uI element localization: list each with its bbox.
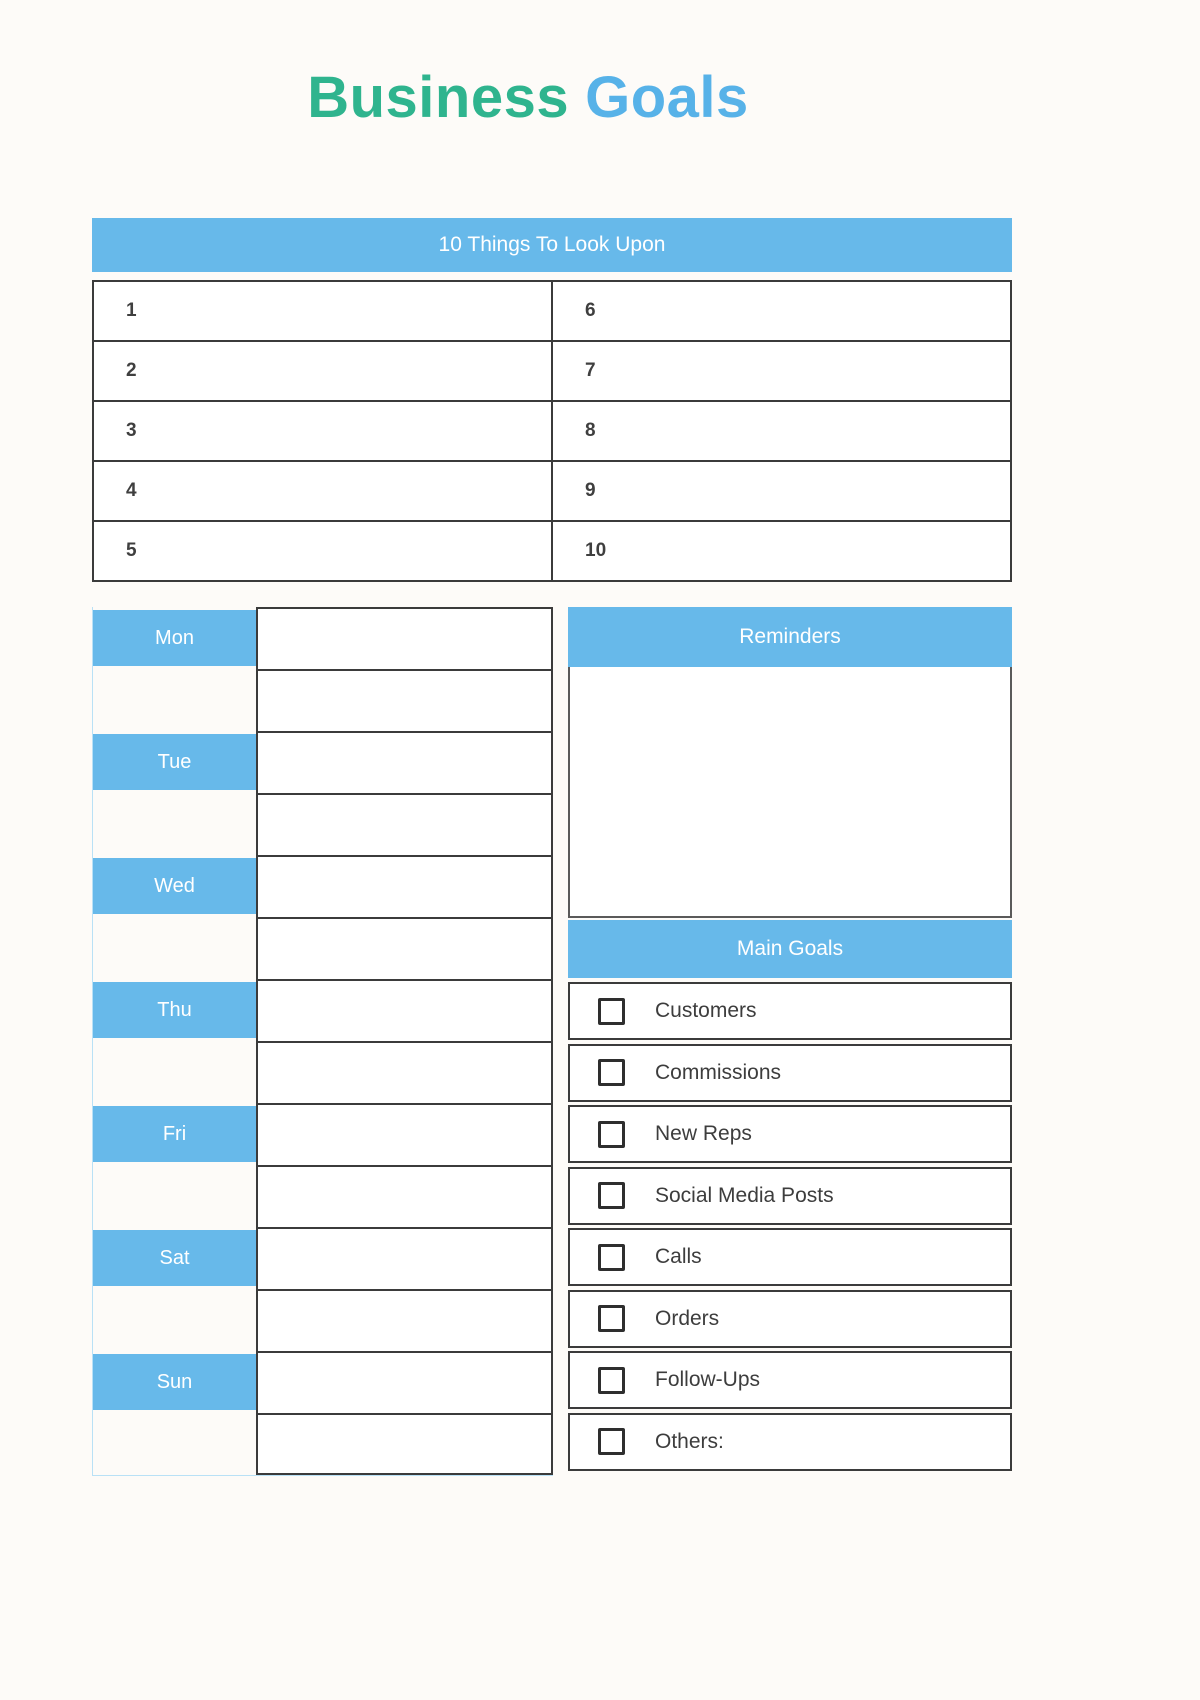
week-day-row [93, 1227, 553, 1289]
things-entry-line[interactable] [94, 400, 551, 460]
things-entry-line[interactable] [94, 280, 551, 340]
goal-label: Social Media Posts [655, 1183, 834, 1207]
week-spacer-row [93, 1413, 553, 1475]
week-entry-line[interactable] [256, 607, 553, 669]
week-spacer-row [93, 1165, 553, 1227]
day-label-cell-empty [93, 793, 256, 855]
reminders-header: Reminders [568, 607, 1012, 667]
things-entry-line[interactable] [553, 400, 1010, 460]
title-goals: Goals [585, 65, 749, 130]
week-entry-line[interactable] [256, 917, 553, 979]
week-entry-line[interactable] [256, 1351, 553, 1413]
day-label-cell [93, 731, 256, 793]
things-entry-line[interactable] [553, 520, 1010, 580]
things-table-body [92, 280, 1012, 582]
goal-row [568, 1044, 1012, 1102]
day-label-mon: Mon [93, 610, 256, 666]
goal-row [568, 1351, 1012, 1409]
week-day-row [93, 855, 553, 917]
goal-row [568, 1413, 1012, 1471]
day-label-sat: Sat [93, 1230, 256, 1286]
item-number: 4 [126, 480, 137, 501]
item-number: 2 [126, 360, 137, 381]
item-number: 10 [585, 540, 607, 561]
goal-label: Others: [655, 1429, 724, 1453]
week-entry-line[interactable] [256, 1227, 553, 1289]
week-entry-line[interactable] [256, 1103, 553, 1165]
goal-checkbox[interactable] [598, 1367, 625, 1394]
things-table-header: 10 Things To Look Upon [92, 218, 1012, 272]
week-entry-line[interactable] [256, 669, 553, 731]
main-goals-header: Main Goals [568, 920, 1012, 978]
weekly-planner [92, 607, 553, 1476]
goal-label: Commissions [655, 1060, 782, 1084]
day-label-fri: Fri [93, 1106, 256, 1162]
title-business: Business [307, 65, 570, 130]
things-entry-line[interactable] [553, 280, 1010, 340]
item-number: 8 [585, 420, 596, 441]
day-label-cell-empty [93, 917, 256, 979]
day-label-thu: Thu [93, 982, 256, 1038]
goal-checkbox[interactable] [598, 1182, 625, 1209]
main-goals-list [568, 982, 1012, 1471]
week-entry-line[interactable] [256, 793, 553, 855]
things-to-look-upon-table [92, 218, 1012, 582]
things-entry-line[interactable] [94, 520, 551, 580]
item-number: 3 [126, 420, 137, 441]
goal-row [568, 1228, 1012, 1286]
week-spacer-row [93, 1289, 553, 1351]
day-label-cell-empty [93, 1289, 256, 1351]
goal-label: Customers [655, 999, 757, 1022]
things-column-left [94, 280, 553, 580]
day-label-cell-empty [93, 669, 256, 731]
week-entry-line[interactable] [256, 979, 553, 1041]
goal-checkbox[interactable] [598, 1305, 625, 1332]
week-spacer-row [93, 1041, 553, 1103]
things-entry-line[interactable] [553, 460, 1010, 520]
item-number: 9 [585, 480, 596, 501]
day-label-cell [93, 855, 256, 917]
day-label-cell-empty [93, 1165, 256, 1227]
things-entry-line[interactable] [94, 460, 551, 520]
main-goals-section [568, 920, 1012, 1474]
week-entry-line[interactable] [256, 731, 553, 793]
item-number: 5 [126, 540, 137, 561]
day-label-cell-empty [93, 1413, 256, 1475]
week-entry-line[interactable] [256, 855, 553, 917]
week-entry-line[interactable] [256, 1289, 553, 1351]
things-column-right [553, 280, 1010, 580]
week-spacer-row [93, 669, 553, 731]
goal-row [568, 1167, 1012, 1225]
week-day-row [93, 731, 553, 793]
day-label-cell [93, 1227, 256, 1289]
week-spacer-row [93, 793, 553, 855]
things-entry-line[interactable] [94, 340, 551, 400]
goal-label: Calls [655, 1245, 702, 1268]
goal-checkbox[interactable] [598, 1244, 625, 1271]
week-day-row [93, 1103, 553, 1165]
item-number: 1 [126, 300, 137, 321]
goal-label: Follow-Ups [655, 1368, 761, 1391]
goal-label: Orders [655, 1306, 720, 1330]
goal-checkbox[interactable] [598, 998, 625, 1025]
week-day-row [93, 1351, 553, 1413]
day-label-cell [93, 607, 256, 669]
item-number: 6 [585, 300, 596, 321]
goal-checkbox[interactable] [598, 1059, 625, 1086]
week-spacer-row [93, 917, 553, 979]
goal-row [568, 1290, 1012, 1348]
day-label-sun: Sun [93, 1354, 256, 1410]
week-entry-line[interactable] [256, 1413, 553, 1475]
goal-label: New Reps [655, 1122, 752, 1145]
day-label-tue: Tue [93, 734, 256, 790]
goal-row [568, 982, 1012, 1040]
page-title [0, 64, 1056, 131]
day-label-cell [93, 979, 256, 1041]
reminders-section [568, 607, 1012, 918]
day-label-cell [93, 1103, 256, 1165]
week-entry-line[interactable] [256, 1041, 553, 1103]
day-label-cell-empty [93, 1041, 256, 1103]
week-day-row [93, 979, 553, 1041]
day-label-cell [93, 1351, 256, 1413]
item-number: 7 [585, 360, 596, 381]
week-entry-line[interactable] [256, 1165, 553, 1227]
day-label-wed: Wed [93, 858, 256, 914]
things-entry-line[interactable] [553, 340, 1010, 400]
week-day-row [93, 607, 553, 669]
goal-checkbox[interactable] [598, 1121, 625, 1148]
goal-row [568, 1105, 1012, 1163]
reminders-box[interactable] [568, 667, 1012, 918]
goal-checkbox[interactable] [598, 1428, 625, 1455]
